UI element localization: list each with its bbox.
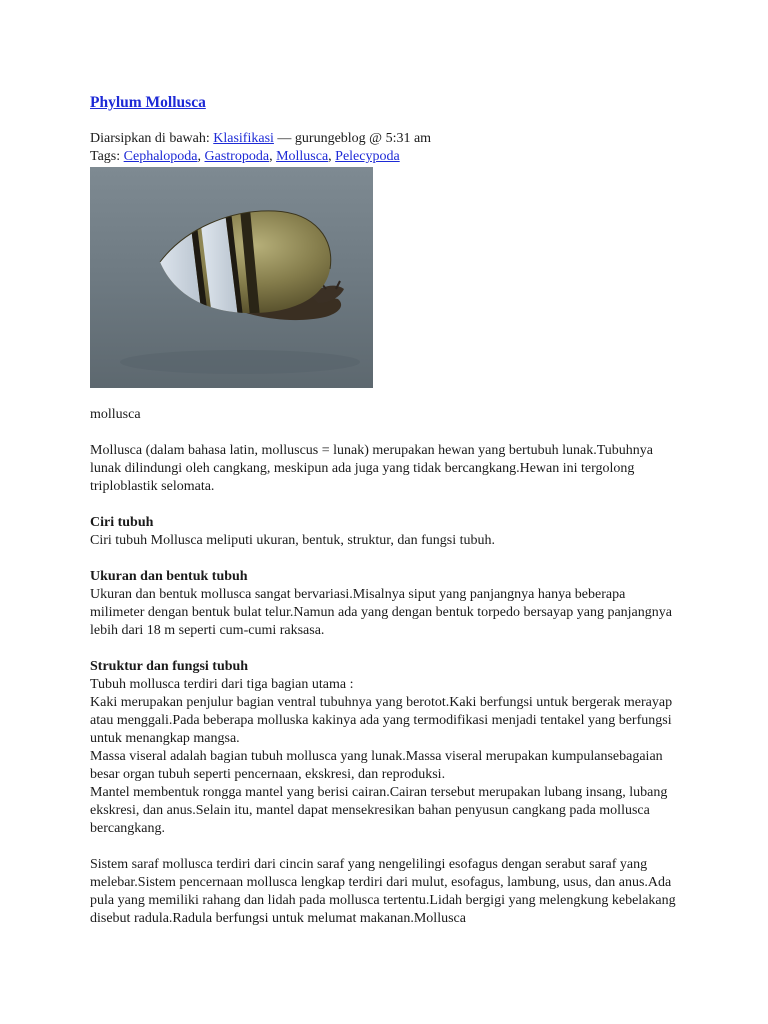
section-line: Mantel membentuk rongga mantel yang berisi cairan.Cairan tersebut merupakan lubang insang, lubang ekskresi, dan anus.Selain itu, mantel dapat mensekresikan bahan penyusun cangkang pada mollusca bercangkang. — [90, 785, 668, 836]
section-struktur — [90, 658, 680, 838]
section-text: Ukuran dan bentuk mollusca sangat bervariasi.Misalnya siput yang panjangnya hanya beberapa milimeter dengan bentuk bulat telur.Namun ada yang dengan bentuk torpedo bersayap yang panjangnya lebih dari 18 m seperti cum-cumi raksasa. — [90, 587, 672, 638]
section-heading: Ukuran dan bentuk tubuh — [90, 569, 248, 584]
section-line: Kaki merupakan penjulur bagian ventral tubuhnya yang berotot.Kaki berfungsi untuk bergerak merayap atau menggali.Pada beberapa molluska kakinya ada yang termodifikasi menjadi tentakel yang berfungsi untuk menangkap mangsa. — [90, 695, 673, 746]
tags-prefix: Tags: — [90, 149, 121, 164]
section-ciri-tubuh — [90, 514, 680, 550]
section-heading: Struktur dan fungsi tubuh — [90, 659, 249, 674]
snail-photo — [90, 167, 373, 388]
tag-link-cephalopoda[interactable]: Cephalopoda — [123, 149, 198, 164]
section-text: Ciri tubuh Mollusca meliputi ukuran, bentuk, struktur, dan fungsi tubuh. — [90, 533, 496, 548]
tag-link-pelecypoda[interactable]: Pelecypoda — [335, 149, 400, 164]
section-heading: Ciri tubuh — [90, 515, 154, 530]
author-time: — gurungeblog @ 5:31 am — [277, 131, 432, 146]
image-caption: mollusca — [90, 407, 141, 422]
post-tags-line: Tags: Cephalopoda, Gastropoda, Mollusca, Pelecypoda — [90, 149, 400, 164]
post-filed-line — [90, 130, 680, 148]
tag-link-mollusca[interactable]: Mollusca — [276, 149, 329, 164]
tag-link-gastropoda[interactable]: Gastropoda — [204, 149, 270, 164]
section-line: Tubuh mollusca terdiri dari tiga bagian utama : — [90, 677, 354, 692]
sistem-paragraph: Sistem saraf mollusca terdiri dari cincin saraf yang nengelilingi esofagus dengan serabut saraf yang melebar.Sistem pencernaan mollusca lengkap terdiri dari mulut, esofagus, lambung, usus, dan anus.Ada pula yang memiliki rahang dan lidah pada mollusca tertentu.Lidah bergigi yang melengkung kebelakang disebut radula.Radula berfungsi untuk melumat makanan.Mollusca — [90, 857, 676, 926]
post-title-link[interactable]: Phylum Mollusca — [90, 94, 206, 111]
category-link[interactable]: Klasifikasi — [213, 131, 274, 146]
section-line: Massa viseral adalah bagian tubuh mollusca yang lunak.Massa viseral merupakan kumpulansebagaian besar organ tubuh seperti pencernaan, ekskresi, dan reproduksi. — [90, 749, 663, 782]
intro-paragraph: Mollusca (dalam bahasa latin, molluscus = lunak) merupakan hewan yang bertubuh lunak.Tubuhnya lunak dilindungi oleh cangkang, meskipun ada juga yang tidak bercangkang.Hewan ini tergolong triploblastik selomata. — [90, 443, 653, 494]
post-content — [90, 93, 680, 946]
filed-prefix: Diarsipkan di bawah: — [90, 131, 210, 146]
section-ukuran — [90, 568, 680, 640]
